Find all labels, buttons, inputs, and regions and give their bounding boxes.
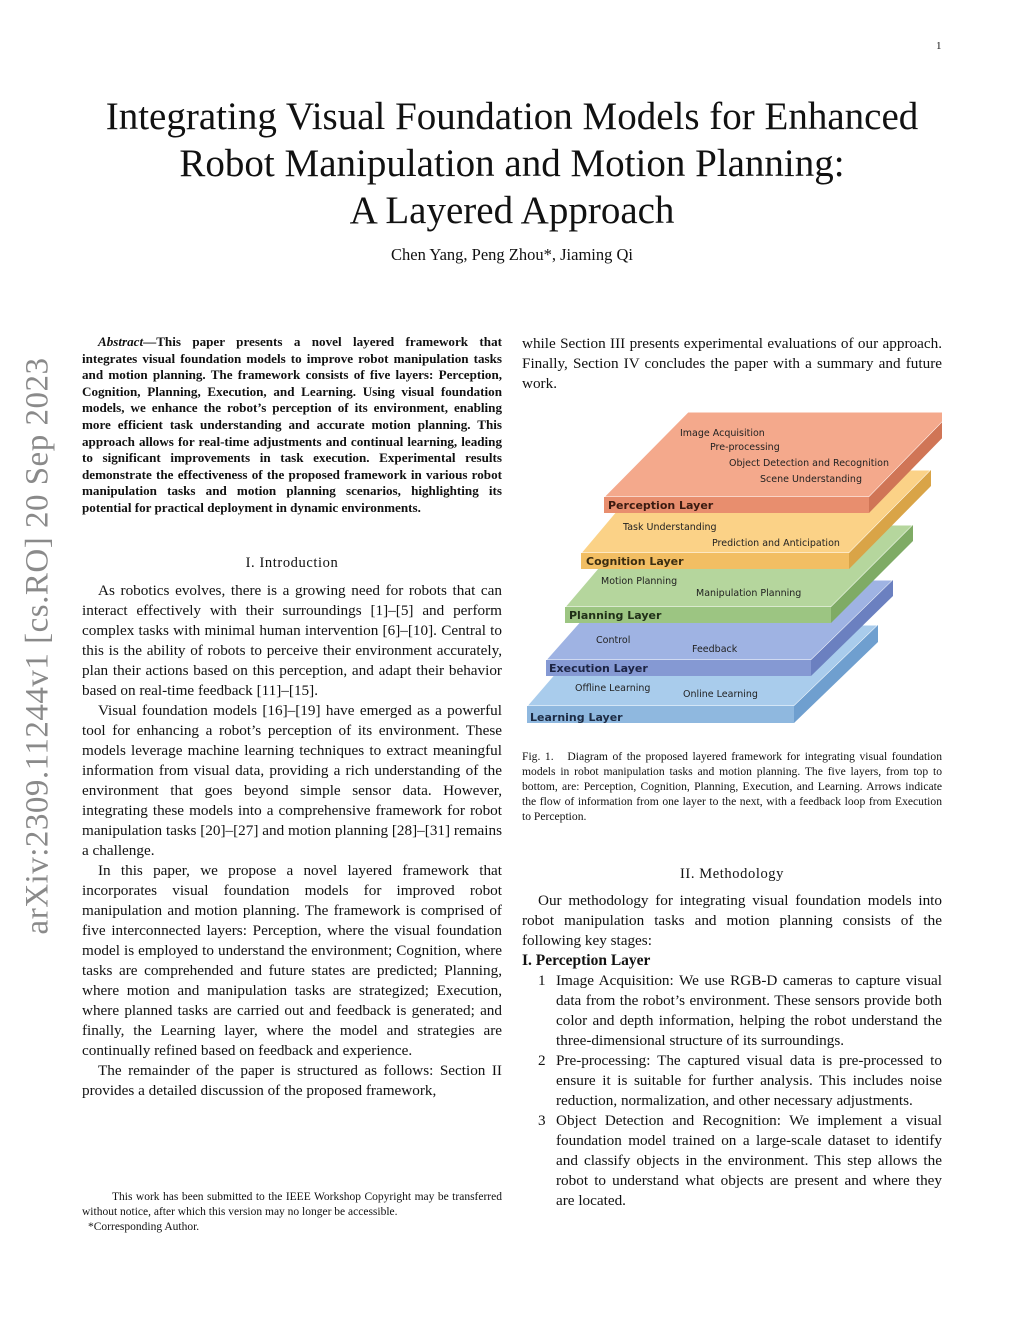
- footnote-corresponding: *Corresponding Author.: [88, 1221, 200, 1233]
- layer-item: Image Acquisition: [680, 428, 765, 439]
- right-column-methodology: [522, 864, 942, 1211]
- list-number: 1: [538, 972, 546, 989]
- list-item: [522, 971, 942, 1051]
- abstract: [82, 334, 502, 517]
- intro-paragraph: As robotics evolves, there is a growing need for robots that can interact effectively with their surroundings [1]–[5] and perform complex tasks with minimal human intervention [6]–[10]. Central to this is the ability of robots to perceive their environment accurately, plan their actions based on this perception, and adapt their behavior based on real-time feedback [11]–[15].: [82, 581, 502, 699]
- footnote-copyright: This work has been submitted to the IEEE Workshop Copyright may be transferred without notice, after which this version may no longer be accessible.: [82, 1191, 502, 1218]
- list-text: Pre-processing: The captured visual data is pre-processed to ensure it is suitable for further analysis. This includes noise reduction, normalization, and other necessary adjustments.: [556, 1052, 942, 1109]
- title-line: A Layered Approach: [349, 189, 675, 232]
- list-item: [522, 1111, 942, 1211]
- abstract-label: Abstract: [98, 334, 144, 349]
- layer-label: Cognition Layer: [586, 555, 684, 568]
- layer-item: Manipulation Planning: [696, 588, 802, 599]
- intro-paragraph: The remainder of the paper is structured as follows: Section II provides a detailed discussion of the proposed framework,: [82, 1061, 502, 1099]
- list-number: 3: [538, 1112, 546, 1129]
- arxiv-stamp: arXiv:2309.11244v1 [cs.RO] 20 Sep 2023: [19, 357, 56, 935]
- intro-continuation: while Section III presents experimental evaluations of our approach. Finally, Section IV concludes the paper with a summary and future work.: [522, 335, 942, 392]
- list-text: Image Acquisition: We use RGB-D cameras to capture visual data from the robot’s environment. These sensors provide both color and depth information, helping the robot understand the three-dimensional structure of its surroundings.: [556, 972, 942, 1049]
- page-number: 1: [936, 40, 942, 52]
- intro-paragraph: Visual foundation models [16]–[19] have emerged as a powerful tool for enhancing a robot’s perception of its environment. These models leverage machine learning techniques to extract meaningful information from visual data, providing a rich understanding of the environment that goes beyond simple sensor data. However, integrating these models into a comprehensive framework for robot manipulation tasks [20]–[27] and motion planning [28]–[31] remains a challenge.: [82, 701, 502, 859]
- intro-paragraph: In this paper, we propose a novel layered framework that incorporates visual foundation models for improved robot manipulation and motion planning. The framework is comprised of five interconnected layers: Perception, where the visual foundation model is employed to understand the environment; Cognition, where tasks are comprehended and future states are predicted; Planning, where motion and manipulation tasks are strategized; Execution, where planned tasks are carried out and feedback is generated; and finally, the Learning layer, where the model and strategies are continually refined based on feedback and experience.: [82, 861, 502, 1059]
- layer-label: Perception Layer: [608, 499, 714, 512]
- figure-caption: [522, 749, 942, 824]
- title-line: Robot Manipulation and Motion Planning:: [179, 142, 845, 185]
- left-column: [82, 334, 502, 1101]
- figure-layered-framework: [522, 410, 942, 730]
- subheading-perception-layer: I. Perception Layer: [522, 952, 651, 969]
- methodology-intro: Our methodology for integrating visual foundation models into robot manipulation tasks and motion planning consists of the following key stages:: [522, 892, 942, 949]
- list-item: [522, 1051, 942, 1111]
- authors: Chen Yang, Peng Zhou*, Jiaming Qi: [390, 245, 633, 264]
- layer-item: Control: [596, 635, 631, 646]
- section-heading-methodology: II. Methodology: [679, 866, 785, 882]
- layer-item: Prediction and Anticipation: [712, 538, 840, 549]
- paper-title: [60, 93, 964, 234]
- layer-item: Pre-processing: [710, 442, 780, 453]
- section-heading-introduction: I. Introduction: [245, 554, 339, 571]
- layer-label: Learning Layer: [530, 711, 623, 724]
- caption-text: Diagram of the proposed layered framework for integrating visual foundation models in robot manipulation tasks and motion planning. The five layers, from top to bottom, are: Perception, Cognition, Planning, Execution, and Learning. Arrows indicate the flow of information from one layer to the next, with a feedback loop from Execution to Perception.: [522, 750, 942, 823]
- layer-item: Online Learning: [683, 689, 758, 700]
- layer-label: Execution Layer: [549, 662, 648, 675]
- list-text: Object Detection and Recognition: We implement a visual foundation model trained on a large-scale dataset to identify and classify objects in the environment. This step allows the robot to understand what objects are present and where they are located.: [556, 1112, 942, 1209]
- footnotes: [82, 1190, 502, 1235]
- perception-steps-list: [522, 971, 942, 1211]
- layer-item: Scene Understanding: [760, 474, 862, 485]
- right-column-top: [522, 334, 942, 394]
- layer-item: Task Understanding: [623, 522, 717, 533]
- layer-item: Motion Planning: [601, 576, 678, 587]
- layer-item: Feedback: [692, 644, 738, 655]
- title-line: Integrating Visual Foundation Models for Enhanced: [105, 95, 919, 138]
- layer-label: Planning Layer: [569, 609, 662, 622]
- layer-diagram: [522, 410, 942, 730]
- layer-item: Object Detection and Recognition: [729, 458, 889, 469]
- list-number: 2: [538, 1052, 546, 1069]
- caption-label: Fig. 1.: [522, 750, 554, 763]
- layer-item: Offline Learning: [575, 683, 651, 694]
- abstract-text: —This paper presents a novel layered framework that integrates visual foundation models to improve robot manipulation tasks and motion planning. The framework consists of five layers: Perception, Cognition, Planning, Execution, and Learning. Using visual foundation models, we enhance the robot’s perception of its environment, enabling more efficient task understanding and accurate motion planning. This approach allows for real-time adjustments and continual learning, leading to significant improvements in task execution. Experimental results demonstrate the effectiveness of the proposed framework in various robot manipulation tasks and motion planning scenarios, highlighting its potential for practical deployment in dynamic environments.: [82, 334, 502, 515]
